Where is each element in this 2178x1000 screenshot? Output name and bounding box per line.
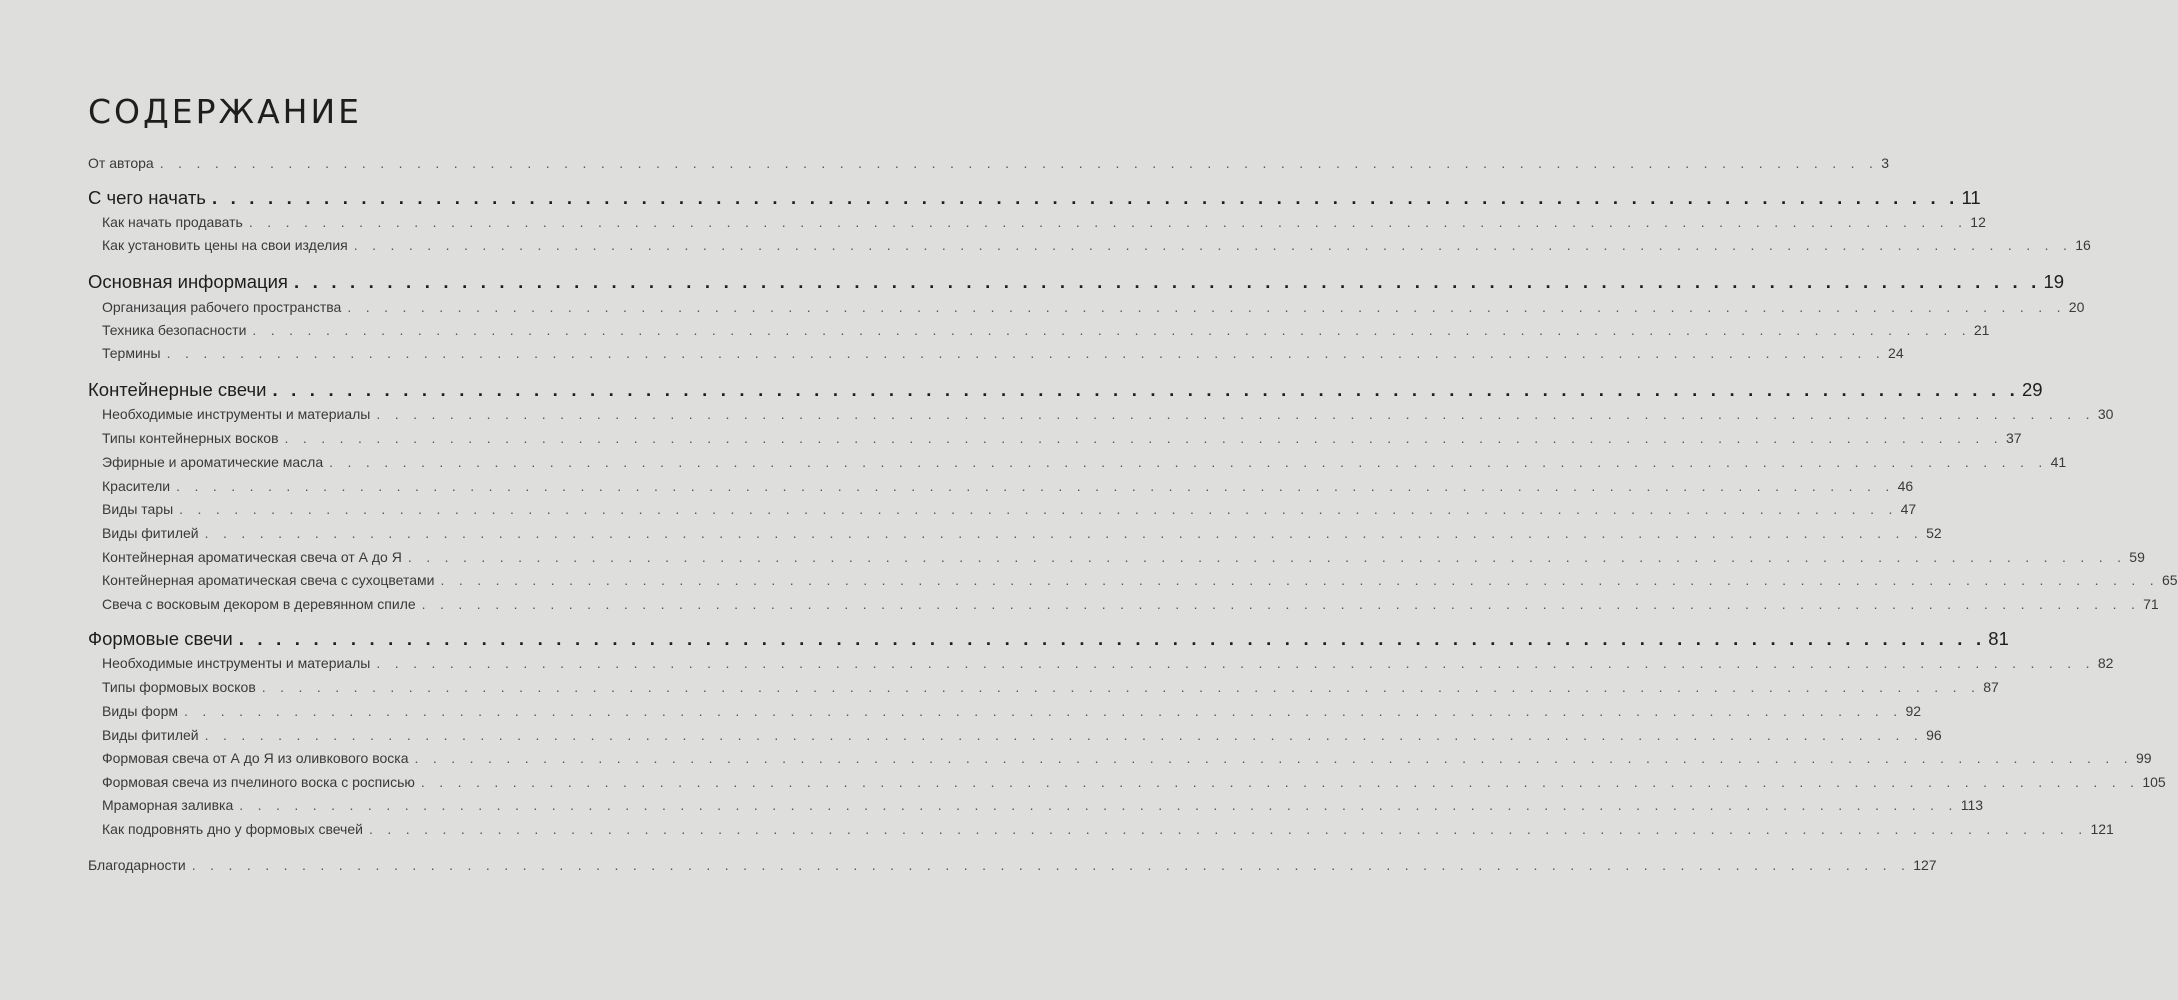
dot-leader: . . . . . . . . . . . . . . . . . . . . . . . . . . . . . . . . . . . . . . . . . . . . . . . . . . . . . . . . . . . . . . . . . . . . . . . . . . . . . . . . . . . . . . . . . . . . . . — [166, 345, 1886, 361]
toc-entry[interactable] — [102, 572, 2178, 588]
toc-page-number: 30 — [2097, 406, 2114, 422]
dot-leader: . . . . . . . . . . . . . . . . . . . . . . . . . . . . . . . . . . . . . . . . . . . . . . . . . . . . . . . . . . . . . . . . . . . . . . . . . . . . . . . . . . . . . . . . . . . . . . — [353, 237, 2073, 253]
dot-leader: . . . . . . . . . . . . . . . . . . . . . . . . . . . . . . . . . . . . . . . . . . . . . . . . . . . . . . . . . . . . . . . . . . . . . . . . . . . . . . . . . . . . . . . . . . . . . . — [272, 379, 2019, 400]
toc-entry[interactable] — [102, 655, 2114, 671]
toc-page-number: 65 — [2161, 572, 2178, 588]
dot-leader: . . . . . . . . . . . . . . . . . . . . . . . . . . . . . . . . . . . . . . . . . . . . . . . . . . . . . . . . . . . . . . . . . . . . . . . . . . . . . . . . . . . . . . . . . . . . . . — [414, 750, 2133, 766]
toc-entry[interactable] — [102, 774, 2166, 790]
toc-page-number: 24 — [1888, 345, 1904, 361]
toc-entry-intro[interactable] — [88, 155, 1889, 171]
toc-entry[interactable] — [102, 237, 2091, 253]
toc-entry[interactable] — [102, 703, 1922, 719]
toc-page-number: 113 — [1960, 797, 1984, 813]
toc-section-label: Основная информация — [88, 271, 288, 292]
dot-leader: . . . . . . . . . . . . . . . . . . . . . . . . . . . . . . . . . . . . . . . . . . . . . . . . . . . . . . . . . . . . . . . . . . . . . . . . . . . . . . . . . . . . . . . . . . . . . . — [191, 857, 1911, 873]
toc-entry[interactable] — [102, 596, 2159, 612]
toc-entry[interactable] — [102, 501, 1917, 517]
dot-leader: . . . . . . . . . . . . . . . . . . . . . . . . . . . . . . . . . . . . . . . . . . . . . . . . . . . . . . . . . . . . . . . . . . . . . . . . . . . . . . . . . . . . . . . . . . . . . . — [176, 478, 1895, 494]
toc-entry[interactable] — [102, 821, 2114, 837]
toc-page-number: 87 — [1983, 679, 1999, 695]
dot-leader: . . . . . . . . . . . . . . . . . . . . . . . . . . . . . . . . . . . . . . . . . . . . . . . . . . . . . . . . . . . . . . . . . . . . . . . . . . . . . . . . . . . . . . . . . . . . . . — [204, 727, 1924, 743]
toc-section-label: Формовые свечи — [88, 628, 233, 649]
toc-page-number: 52 — [1926, 525, 1942, 541]
toc-entry[interactable] — [102, 406, 2114, 422]
toc-entry-label: Техника безопасности — [102, 322, 247, 338]
toc-entry[interactable] — [102, 478, 1914, 494]
dot-leader: . . . . . . . . . . . . . . . . . . . . . . . . . . . . . . . . . . . . . . . . . . . . . . . . . . . . . . . . . . . . . . . . . . . . . . . . . . . . . . . . . . . . . . . . . . . . . . — [252, 322, 1971, 338]
dot-leader: . . . . . . . . . . . . . . . . . . . . . . . . . . . . . . . . . . . . . . . . . . . . . . . . . . . . . . . . . . . . . . . . . . . . . . . . . . . . . . . . . . . . . . . . . . . . . . — [204, 525, 1924, 541]
toc-entry-label: Как подровнять дно у формовых свечей — [102, 821, 363, 837]
toc-entry-label: От автора — [88, 155, 154, 171]
toc-page-number: 96 — [1926, 727, 1942, 743]
toc-entry-label: Эфирные и ароматические масла — [102, 454, 324, 470]
dot-leader: . . . . . . . . . . . . . . . . . . . . . . . . . . . . . . . . . . . . . . . . . . . . . . . . . . . . . . . . . . . . . . . . . . . . . . . . . . . . . . . . . . . . . . . . . . . . . . — [248, 214, 1968, 230]
dot-leader: . . . . . . . . . . . . . . . . . . . . . . . . . . . . . . . . . . . . . . . . . . . . . . . . . . . . . . . . . . . . . . . . . . . . . . . . . . . . . . . . . . . . . . . . . . . . . . — [159, 155, 1879, 171]
toc-entry-label: Красители — [102, 478, 171, 494]
dot-leader: . . . . . . . . . . . . . . . . . . . . . . . . . . . . . . . . . . . . . . . . . . . . . . . . . . . . . . . . . . . . . . . . . . . . . . . . . . . . . . . . . . . . . . . . . . . . . . — [407, 549, 2127, 565]
toc-entry-label: Необходимые инструменты и материалы — [102, 406, 371, 422]
toc-entry[interactable] — [102, 525, 1942, 541]
dot-leader: . . . . . . . . . . . . . . . . . . . . . . . . . . . . . . . . . . . . . . . . . . . . . . . . . . . . . . . . . . . . . . . . . . . . . . . . . . . . . . . . . . . . . . . . . . . . . . — [284, 430, 2003, 446]
dot-leader: . . . . . . . . . . . . . . . . . . . . . . . . . . . . . . . . . . . . . . . . . . . . . . . . . . . . . . . . . . . . . . . . . . . . . . . . . . . . . . . . . . . . . . . . . . . . . . — [293, 271, 2041, 292]
toc-entry[interactable] — [102, 549, 2145, 565]
toc-entry-label: Контейнерная ароматическая свеча с сухоцветами — [102, 572, 435, 588]
toc-entry-label: Формовая свеча от А до Я из оливкового воска — [102, 750, 409, 766]
toc-section[interactable] — [88, 271, 2065, 293]
toc-page-number: 41 — [2050, 454, 2067, 470]
toc-entry-label: Виды фитилей — [102, 525, 199, 541]
toc-page-number: 99 — [2136, 750, 2152, 766]
toc-section-label: Контейнерные свечи — [88, 379, 267, 400]
dot-leader: . . . . . . . . . . . . . . . . . . . . . . . . . . . . . . . . . . . . . . . . . . . . . . . . . . . . . . . . . . . . . . . . . . . . . . . . . . . . . . . . . . . . . . . . . . . . . . — [368, 821, 2088, 837]
toc-entry-label: Свеча с восковым декором в деревянном спиле — [102, 596, 416, 612]
toc-entry-label: Типы формовых восков — [102, 679, 256, 695]
toc-entry-label: Как начать продавать — [102, 214, 243, 230]
toc-entry-label: Виды тары — [102, 501, 174, 517]
toc-entry[interactable] — [102, 727, 1942, 743]
toc-page-number: 92 — [1905, 703, 1922, 719]
toc-entry[interactable] — [102, 214, 1986, 230]
toc-entry-outro[interactable] — [88, 857, 1937, 873]
dot-leader: . . . . . . . . . . . . . . . . . . . . . . . . . . . . . . . . . . . . . . . . . . . . . . . . . . . . . . . . . . . . . . . . . . . . . . . . . . . . . . . . . . . . . . . . . . . . . . — [211, 187, 1959, 208]
toc-page-number: 71 — [2143, 596, 2159, 612]
dot-leader: . . . . . . . . . . . . . . . . . . . . . . . . . . . . . . . . . . . . . . . . . . . . . . . . . . . . . . . . . . . . . . . . . . . . . . . . . . . . . . . . . . . . . . . . . . . . . . — [421, 596, 2141, 612]
dot-leader: . . . . . . . . . . . . . . . . . . . . . . . . . . . . . . . . . . . . . . . . . . . . . . . . . . . . . . . . . . . . . . . . . . . . . . . . . . . . . . . . . . . . . . . . . . . . . . — [239, 797, 1958, 813]
dot-leader: . . . . . . . . . . . . . . . . . . . . . . . . . . . . . . . . . . . . . . . . . . . . . . . . . . . . . . . . . . . . . . . . . . . . . . . . . . . . . . . . . . . . . . . . . . . . . . — [347, 299, 2066, 315]
toc-page-number: 19 — [2043, 271, 2065, 292]
toc-page-number: 59 — [2129, 549, 2145, 565]
toc-page-number: 82 — [2097, 655, 2114, 671]
toc-section[interactable] — [88, 187, 1981, 209]
toc-entry-label: Виды фитилей — [102, 727, 199, 743]
toc-entry-label: Типы контейнерных восков — [102, 430, 279, 446]
toc-page-number: 127 — [1913, 857, 1937, 873]
toc-entry-label: Как установить цены на свои изделия — [102, 237, 348, 253]
toc-entry[interactable] — [102, 750, 2152, 766]
dot-leader: . . . . . . . . . . . . . . . . . . . . . . . . . . . . . . . . . . . . . . . . . . . . . . . . . . . . . . . . . . . . . . . . . . . . . . . . . . . . . . . . . . . . . . . . . . . . . . — [179, 501, 1898, 517]
dot-leader: . . . . . . . . . . . . . . . . . . . . . . . . . . . . . . . . . . . . . . . . . . . . . . . . . . . . . . . . . . . . . . . . . . . . . . . . . . . . . . . . . . . . . . . . . . . . . . — [376, 655, 2095, 671]
toc-page-number: 81 — [1988, 628, 2009, 649]
toc-entry-label: Виды форм — [102, 703, 178, 719]
dot-leader: . . . . . . . . . . . . . . . . . . . . . . . . . . . . . . . . . . . . . . . . . . . . . . . . . . . . . . . . . . . . . . . . . . . . . . . . . . . . . . . . . . . . . . . . . . . . . . — [440, 572, 2159, 588]
toc-entry[interactable] — [102, 299, 2085, 315]
toc-page-number: 11 — [1961, 187, 1981, 208]
toc-page-number: 121 — [2090, 821, 2114, 837]
dot-leader: . . . . . . . . . . . . . . . . . . . . . . . . . . . . . . . . . . . . . . . . . . . . . . . . . . . . . . . . . . . . . . . . . . . . . . . . . . . . . . . . . . . . . . . . . . . . . . — [238, 628, 1986, 649]
toc-entry-label: Благодарности — [88, 857, 186, 873]
toc-entry[interactable] — [102, 345, 1904, 361]
toc-entry[interactable] — [102, 322, 1990, 338]
toc-entry-label: Необходимые инструменты и материалы — [102, 655, 371, 671]
toc-entry-label: Организация рабочего пространства — [102, 299, 342, 315]
toc-section[interactable] — [88, 628, 2009, 650]
toc-page-number: 3 — [1881, 155, 1889, 171]
toc-page-number: 105 — [2142, 774, 2166, 790]
toc-section[interactable] — [88, 379, 2043, 401]
toc-page-number: 12 — [1970, 214, 1986, 230]
dot-leader: . . . . . . . . . . . . . . . . . . . . . . . . . . . . . . . . . . . . . . . . . . . . . . . . . . . . . . . . . . . . . . . . . . . . . . . . . . . . . . . . . . . . . . . . . . . . . . — [420, 774, 2140, 790]
toc-page-number: 16 — [2075, 237, 2091, 253]
toc-entry-label: Контейнерная ароматическая свеча от А до Я — [102, 549, 402, 565]
dot-leader: . . . . . . . . . . . . . . . . . . . . . . . . . . . . . . . . . . . . . . . . . . . . . . . . . . . . . . . . . . . . . . . . . . . . . . . . . . . . . . . . . . . . . . . . . . . . . . — [184, 703, 1903, 719]
toc-page-number: 47 — [1900, 501, 1917, 517]
toc-entry[interactable] — [102, 679, 1999, 695]
dot-leader: . . . . . . . . . . . . . . . . . . . . . . . . . . . . . . . . . . . . . . . . . . . . . . . . . . . . . . . . . . . . . . . . . . . . . . . . . . . . . . . . . . . . . . . . . . . . . . — [376, 406, 2095, 422]
toc-entry[interactable] — [102, 797, 1984, 813]
toc-entry-label: Формовая свеча из пчелиного воска с росписью — [102, 774, 415, 790]
toc-entry-label: Термины — [102, 345, 161, 361]
toc-entry[interactable] — [102, 454, 2067, 470]
dot-leader: . . . . . . . . . . . . . . . . . . . . . . . . . . . . . . . . . . . . . . . . . . . . . . . . . . . . . . . . . . . . . . . . . . . . . . . . . . . . . . . . . . . . . . . . . . . . . . — [329, 454, 2048, 470]
toc-page-number: 37 — [2005, 430, 2022, 446]
toc-section-label: С чего начать — [88, 187, 206, 208]
page-title: СОДЕРЖАНИЕ — [88, 92, 363, 131]
toc-entry[interactable] — [102, 430, 2022, 446]
toc-page-number: 20 — [2068, 299, 2085, 315]
toc-entry-label: Мраморная заливка — [102, 797, 234, 813]
toc-page-number: 46 — [1897, 478, 1914, 494]
dot-leader: . . . . . . . . . . . . . . . . . . . . . . . . . . . . . . . . . . . . . . . . . . . . . . . . . . . . . . . . . . . . . . . . . . . . . . . . . . . . . . . . . . . . . . . . . . . . . . — [261, 679, 1981, 695]
toc-page-number: 21 — [1973, 322, 1990, 338]
toc-page-number: 29 — [2022, 379, 2043, 400]
